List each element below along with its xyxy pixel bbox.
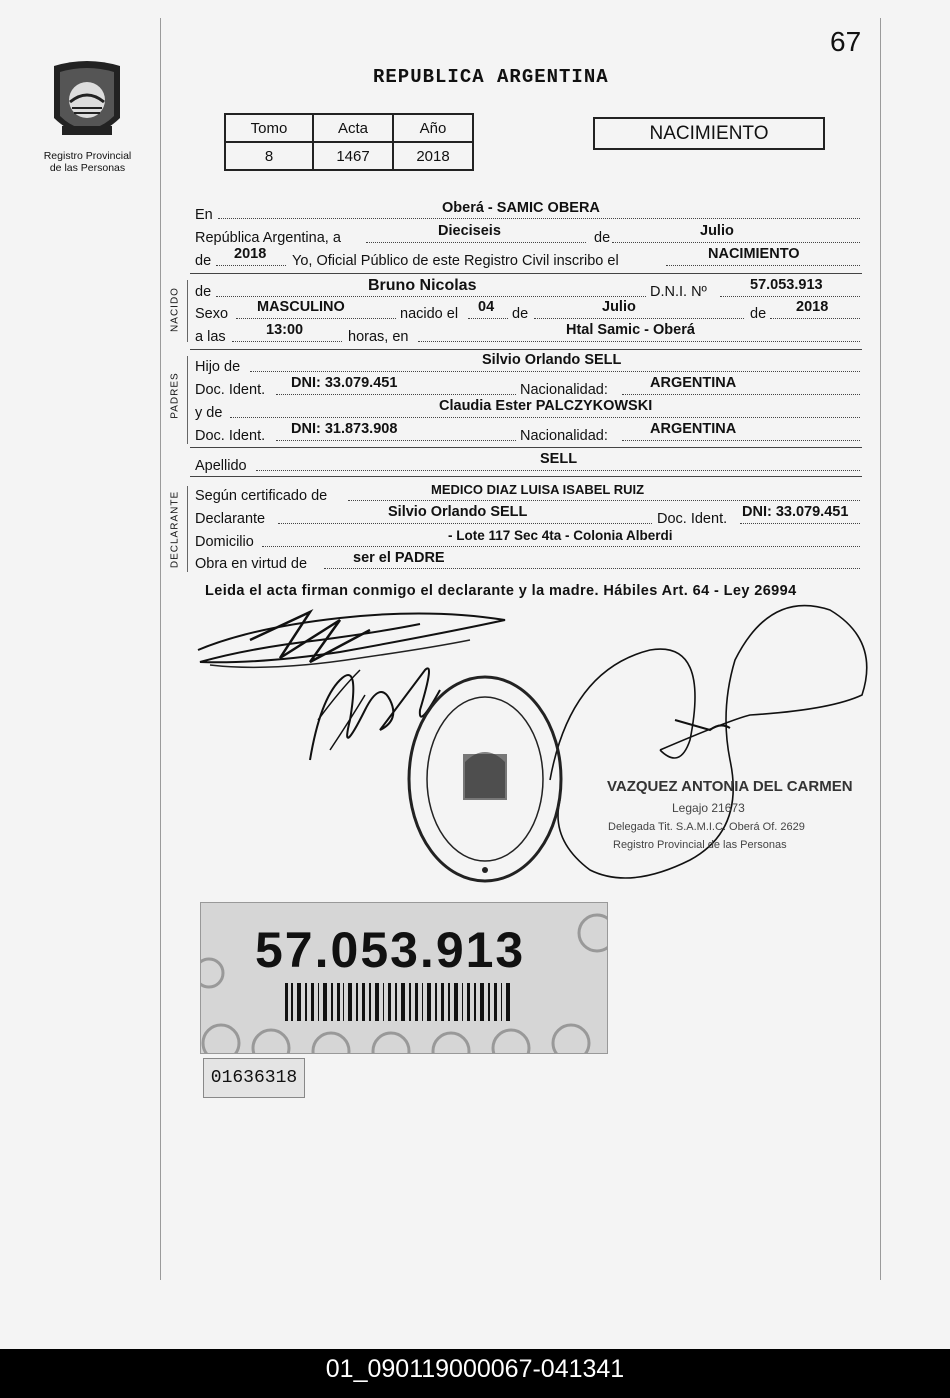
father-nationality-value: ARGENTINA: [650, 375, 737, 391]
official-name: VAZQUEZ ANTONIA DEL CARMEN: [607, 778, 853, 795]
padres-section-label: PADRES: [169, 372, 181, 419]
section-rule: [187, 280, 188, 342]
oficial-text: Yo, Oficial Público de este Registro Civil inscribo el: [292, 253, 619, 269]
section-separator: [190, 273, 862, 274]
page-number: 67: [830, 26, 862, 57]
nacido-el-label: nacido el: [400, 306, 459, 322]
child-name-value: Bruno Nicolas: [368, 277, 477, 294]
provincial-seal-icon: [48, 58, 126, 148]
dotted-line: [218, 218, 860, 219]
hijo-de-label: Hijo de: [195, 359, 241, 375]
dotted-line: [534, 318, 744, 319]
certificado-label: Según certificado de: [195, 488, 328, 504]
y-de-label: y de: [195, 405, 223, 421]
dotted-line: [230, 417, 860, 418]
domicilio-value: - Lote 117 Sec 4ta - Colonia Alberdi: [448, 528, 673, 543]
mother-doc-label: Doc. Ident.: [195, 428, 266, 444]
declarante-value: Silvio Orlando SELL: [388, 504, 528, 520]
dotted-line: [278, 523, 652, 524]
dotted-line: [216, 296, 646, 297]
tomo-header: Tomo: [225, 114, 313, 142]
month-value: Julio: [700, 223, 734, 239]
official-round-stamp: [405, 672, 565, 892]
horas-label: horas, en: [348, 329, 409, 345]
mother-name-value: Claudia Ester PALCZYKOWSKI: [439, 398, 653, 414]
en-value: Oberá - SAMIC OBERA: [442, 200, 600, 216]
declarante-label: Declarante: [195, 511, 266, 527]
ano-value: 2018: [393, 142, 473, 170]
birth-month-value: Julio: [602, 299, 636, 315]
dotted-line: [770, 318, 860, 319]
nacido-section-label: NACIDO: [169, 287, 181, 332]
apellido-label: Apellido: [195, 458, 247, 474]
dotted-line: [256, 470, 860, 471]
father-doc-value: DNI: 33.079.451: [291, 375, 398, 391]
dotted-line: [666, 265, 860, 266]
declarante-section-label: DECLARANTE: [169, 490, 181, 569]
official-legajo: Legajo 21673: [672, 801, 745, 815]
obra-label: Obra en virtud de: [195, 556, 308, 572]
dotted-line: [612, 242, 860, 243]
father-doc-label: Doc. Ident.: [195, 382, 266, 398]
domicilio-label: Domicilio: [195, 534, 254, 550]
tomo-value: 8: [225, 142, 313, 170]
obra-value: ser el PADRE: [353, 550, 445, 566]
document-title: REPUBLICA ARGENTINA: [373, 66, 609, 88]
sexo-label: Sexo: [195, 306, 229, 322]
dotted-line: [348, 500, 860, 501]
apellido-value: SELL: [540, 451, 578, 467]
left-margin-line: [160, 18, 161, 1280]
mother-doc-value: DNI: 31.873.908: [291, 421, 398, 437]
dotted-line: [468, 318, 508, 319]
dotted-line: [324, 568, 860, 569]
mother-nationality-value: ARGENTINA: [650, 421, 737, 437]
dotted-line: [276, 394, 516, 395]
dotted-line: [720, 296, 860, 297]
barcode-icon: [285, 983, 515, 1021]
acta-value: 1467: [313, 142, 393, 170]
day-value: Dieciseis: [438, 223, 501, 239]
section-rule: [187, 356, 188, 444]
section-separator: [190, 447, 862, 448]
declarante-doc-value: DNI: 33.079.451: [742, 504, 849, 520]
dotted-line: [250, 371, 860, 372]
serial-number: 01636318: [203, 1058, 305, 1098]
de-label-3: de: [750, 306, 767, 322]
dotted-line: [622, 394, 860, 395]
declarante-doc-label: Doc. Ident.: [657, 511, 728, 527]
right-margin-line: [880, 18, 881, 1280]
section-rule: [187, 486, 188, 572]
ano-header: Año: [393, 114, 473, 142]
record-table: [224, 113, 474, 171]
a-las-label: a las: [195, 329, 226, 345]
de-label-2: de: [512, 306, 529, 322]
document-type-box: NACIMIENTO: [593, 117, 825, 150]
de-year-label: de: [195, 253, 212, 269]
dni-label: D.N.I. Nº: [650, 284, 707, 300]
father-name-value: Silvio Orlando SELL: [482, 352, 622, 368]
inscribo-value: NACIMIENTO: [708, 246, 800, 262]
dotted-line: [622, 440, 860, 441]
dotted-line: [276, 440, 516, 441]
mother-nationality-label: Nacionalidad:: [520, 428, 608, 444]
dotted-line: [232, 341, 342, 342]
dotted-line: [236, 318, 396, 319]
official-registry: Registro Provincial de las Personas: [613, 839, 787, 851]
place-value: Htal Samic - Oberá: [566, 322, 695, 338]
sexo-value: MASCULINO: [257, 299, 345, 315]
section-separator: [190, 349, 862, 350]
closing-text: Leida el acta firman conmigo el declarante y la madre. Hábiles Art. 64 - Ley 26994: [205, 583, 797, 599]
en-label: En: [195, 207, 213, 223]
dotted-line: [740, 523, 860, 524]
de-label: de: [594, 230, 611, 246]
acta-header: Acta: [313, 114, 393, 142]
dotted-line: [418, 341, 860, 342]
nacido-de-label: de: [195, 284, 212, 300]
dni-number-label: [200, 902, 608, 1054]
dni-number-text: 57.053.913: [255, 922, 526, 978]
birth-year-value: 2018: [796, 299, 829, 315]
republica-label: República Argentina, a: [195, 230, 341, 246]
year-value: 2018: [234, 246, 267, 262]
birth-day-value: 04: [478, 299, 495, 315]
certificado-value: MEDICO DIAZ LUISA ISABEL RUIZ: [431, 482, 645, 497]
time-value: 13:00: [266, 322, 304, 338]
section-separator: [190, 476, 862, 477]
dotted-line: [262, 546, 860, 547]
father-nationality-label: Nacionalidad:: [520, 382, 608, 398]
child-dni-value: 57.053.913: [750, 277, 823, 293]
dotted-line: [366, 242, 586, 243]
document-code-footer: 01_090119000067-041341: [0, 1349, 950, 1398]
dotted-line: [216, 265, 286, 266]
registry-label: Registro Provincial de las Personas: [43, 150, 132, 174]
official-position: Delegada Tit. S.A.M.I.C. Oberá Of. 2629: [608, 821, 805, 833]
